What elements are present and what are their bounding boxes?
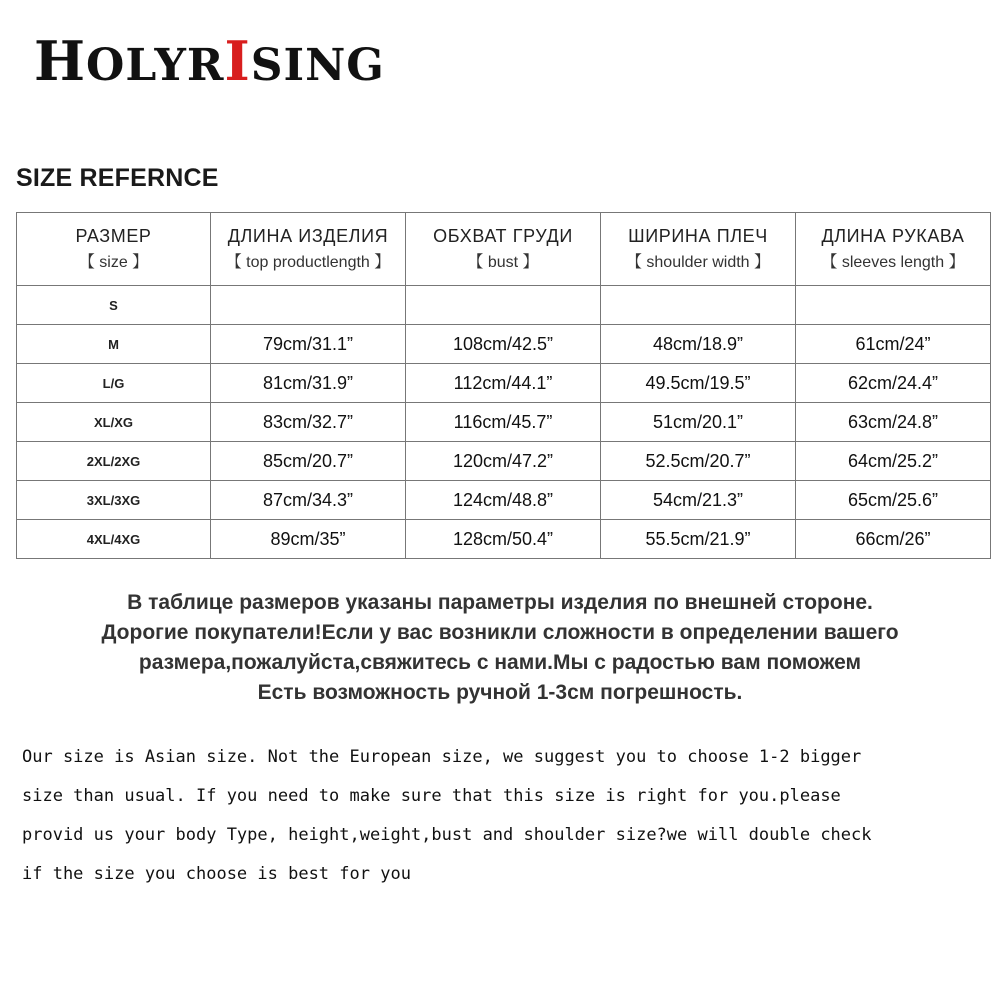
table-row: [17, 325, 991, 364]
shoulder-cell: 48cm/18.9”: [601, 325, 796, 364]
english-notice-line: Our size is Asian size. Not the European size, we suggest you to choose 1-2 bigger: [22, 747, 862, 767]
length-cell: 83cm/32.7”: [211, 403, 406, 442]
shoulder-cell: 51cm/20.1”: [601, 403, 796, 442]
page-title: SIZE REFERNCE: [16, 164, 219, 192]
russian-notice-line: Есть возможность ручной 1-3см погрешность.: [257, 681, 743, 704]
header-length: ДЛИНА ИЗДЕЛИЯ 【 top productlength 】: [211, 213, 406, 286]
length-cell: [211, 286, 406, 325]
table-row: [17, 286, 991, 325]
size-cell: 3XL/3XG: [17, 481, 211, 520]
header-bust: ОБХВАТ ГРУДИ 【 bust 】: [406, 213, 601, 286]
size-cell: M: [17, 325, 211, 364]
sleeve-cell: 66cm/26”: [796, 520, 991, 559]
header-shoulder: ШИРИНА ПЛЕЧ 【 shoulder width 】: [601, 213, 796, 286]
length-cell: 87cm/34.3”: [211, 481, 406, 520]
sleeve-cell: 61cm/24”: [796, 325, 991, 364]
sleeve-cell: 65cm/25.6”: [796, 481, 991, 520]
bust-cell: 116cm/45.7”: [406, 403, 601, 442]
bust-cell: 120cm/47.2”: [406, 442, 601, 481]
table-header-row: [17, 213, 991, 286]
shoulder-cell: 49.5cm/19.5”: [601, 364, 796, 403]
bust-cell: 108cm/42.5”: [406, 325, 601, 364]
shoulder-cell: 54cm/21.3”: [601, 481, 796, 520]
sleeve-cell: 63cm/24.8”: [796, 403, 991, 442]
english-notice: [22, 738, 982, 894]
english-notice-line: provid us your body Type, height,weight,bust and shoulder size?we will double check: [22, 825, 872, 845]
shoulder-cell: 55.5cm/21.9”: [601, 520, 796, 559]
bust-cell: [406, 286, 601, 325]
english-notice-line: size than usual. If you need to make sure that this size is right for you.please: [22, 786, 841, 806]
header-sleeve: ДЛИНА РУКАВА 【 sleeves length 】: [796, 213, 991, 286]
russian-notice-line: Дорогие покупатели!Если у вас возникли сложности в определении вашего: [101, 621, 899, 644]
size-table: [16, 212, 991, 559]
length-cell: 85cm/20.7”: [211, 442, 406, 481]
size-cell: 4XL/4XG: [17, 520, 211, 559]
sleeve-cell: [796, 286, 991, 325]
size-cell: 2XL/2XG: [17, 442, 211, 481]
size-cell: S: [17, 286, 211, 325]
length-cell: 81cm/31.9”: [211, 364, 406, 403]
bust-cell: 112cm/44.1”: [406, 364, 601, 403]
table-row: [17, 520, 991, 559]
english-notice-line: if the size you choose is best for you: [22, 864, 411, 884]
shoulder-cell: 52.5cm/20.7”: [601, 442, 796, 481]
table-row: [17, 442, 991, 481]
table-row: [17, 481, 991, 520]
size-cell: XL/XG: [17, 403, 211, 442]
bust-cell: 124cm/48.8”: [406, 481, 601, 520]
length-cell: 79cm/31.1”: [211, 325, 406, 364]
russian-notice: [0, 588, 1000, 708]
header-size: РАЗМЕР 【 size 】: [17, 213, 211, 286]
table-row: [17, 364, 991, 403]
length-cell: 89cm/35”: [211, 520, 406, 559]
russian-notice-line: размера,пожалуйста,свяжитесь с нами.Мы с радостью вам поможем: [138, 651, 862, 674]
size-cell: L/G: [17, 364, 211, 403]
sleeve-cell: 64cm/25.2”: [796, 442, 991, 481]
sleeve-cell: 62cm/24.4”: [796, 364, 991, 403]
brand-logo: HOLYRISING: [34, 29, 385, 93]
table-row: [17, 403, 991, 442]
bust-cell: 128cm/50.4”: [406, 520, 601, 559]
russian-notice-line: В таблице размеров указаны параметры изделия по внешней стороне.: [127, 591, 873, 614]
shoulder-cell: [601, 286, 796, 325]
